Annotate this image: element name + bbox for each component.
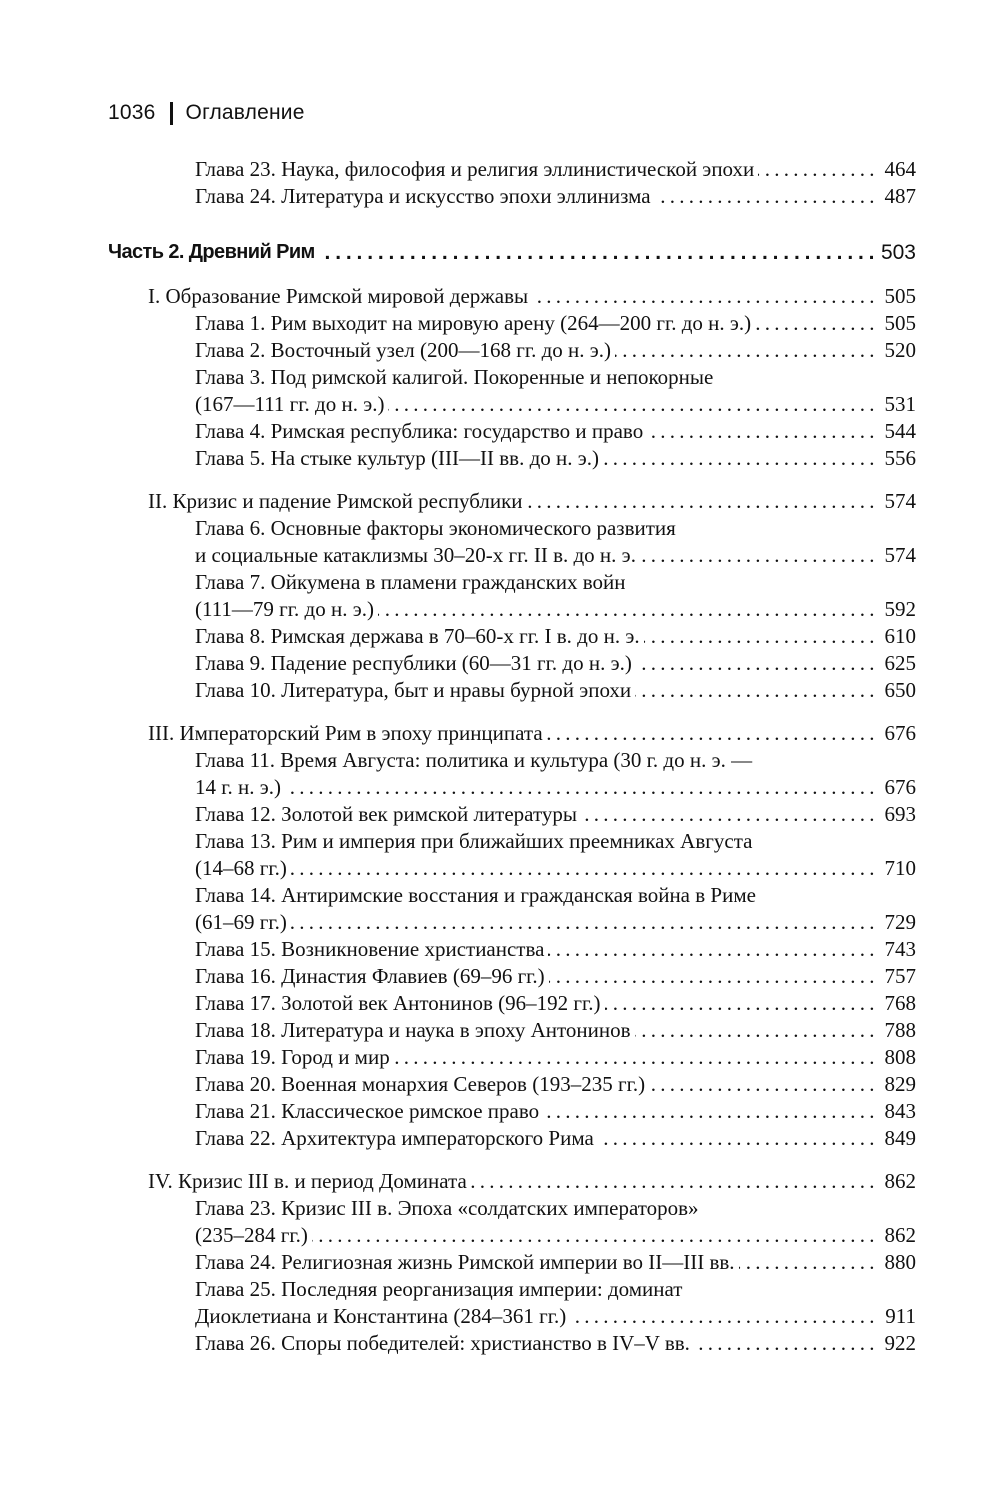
toc-part-text: Часть 2. Древний Рим <box>108 241 315 263</box>
running-head-title: Оглавление <box>185 101 305 124</box>
leader-dots <box>291 855 874 882</box>
leader-dots <box>291 909 874 936</box>
toc-chapter-line: Глава 11. Время Августа: политика и культура (30 г. до н. э. — <box>195 748 753 772</box>
toc-chapter <box>108 596 916 623</box>
leader-dots <box>543 1098 874 1125</box>
leader-dots <box>635 677 874 704</box>
toc-section-page: 676 <box>884 721 916 745</box>
toc-chapter-page: 829 <box>884 1072 916 1096</box>
toc-chapter-text: (235–284 гг.) <box>195 1223 308 1247</box>
toc-chapter <box>108 156 916 183</box>
leader-dots <box>636 650 874 677</box>
toc-chapter-text: Глава 15. Возникновение христианства <box>195 937 545 961</box>
toc-chapter-page: 729 <box>884 910 916 934</box>
toc-chapter-line: Глава 13. Рим и империя при ближайших преемниках Августа <box>195 829 753 853</box>
toc-chapter-page: 880 <box>884 1250 916 1274</box>
toc-chapter-text: Глава 9. Падение республики (60—31 гг. до н. э.) <box>195 651 632 675</box>
toc-chapter-page: 862 <box>884 1223 916 1247</box>
toc-chapter <box>108 936 916 963</box>
toc-chapter-text: Глава 20. Военная монархия Северов (193–235 гг.) <box>195 1072 646 1096</box>
toc-chapter-page: 922 <box>884 1331 916 1355</box>
leader-dots <box>649 1071 874 1098</box>
spacer <box>108 210 916 239</box>
toc-chapter <box>108 1222 916 1249</box>
toc-chapter <box>108 337 916 364</box>
leader-dots <box>532 283 874 310</box>
toc-chapter-text: Глава 24. Религиозная жизнь Римской империи во II—III вв. <box>195 1250 735 1274</box>
toc-section <box>108 488 916 515</box>
toc-chapter-text: 14 г. н. э.) <box>195 775 281 799</box>
toc-chapter-page: 757 <box>884 964 916 988</box>
toc-chapter-text: Глава 4. Римская республика: государство и право <box>195 419 644 443</box>
toc-chapter <box>108 1303 916 1330</box>
toc-section-text: I. Образование Римской мировой державы <box>148 284 529 308</box>
toc-chapter-page: 574 <box>884 543 916 567</box>
toc-chapter-text: Глава 8. Римская держава в 70–60-х гг. I в. до н. э. <box>195 624 640 648</box>
leader-dots <box>755 310 874 337</box>
leader-dots <box>635 1017 874 1044</box>
toc-chapter-page: 843 <box>884 1099 916 1123</box>
leader-dots <box>394 1044 874 1071</box>
toc-chapter <box>108 310 916 337</box>
leader-dots <box>388 391 874 418</box>
toc-chapter <box>108 1125 916 1152</box>
toc-chapter-line: Глава 14. Антиримские восстания и гражданская война в Риме <box>195 883 756 907</box>
leader-dots <box>640 542 874 569</box>
spacer <box>108 1152 916 1168</box>
toc-chapter <box>108 183 916 210</box>
leader-dots <box>647 418 874 445</box>
toc-chapter-text: Глава 18. Литература и наука в эпоху Антонинов <box>195 1018 631 1042</box>
leader-dots <box>471 1168 874 1195</box>
toc-section-text: IV. Кризис III в. и период Домината <box>148 1169 467 1193</box>
toc-chapter <box>108 1071 916 1098</box>
leader-dots <box>644 623 874 650</box>
toc-chapter-text: (167—111 гг. до н. э.) <box>195 392 385 416</box>
leader-dots <box>285 774 874 801</box>
toc-chapter-page: 743 <box>884 937 916 961</box>
toc-chapter-text: Глава 21. Классическое римское право <box>195 1099 540 1123</box>
toc-chapter <box>108 1017 916 1044</box>
toc-chapter <box>108 1044 916 1071</box>
toc-chapter-text: (111—79 гг. до н. э.) <box>195 597 374 621</box>
toc-chapter-text: Глава 19. Город и мир <box>195 1045 390 1069</box>
toc-chapter-page: 710 <box>884 856 916 880</box>
header-separator <box>170 102 173 125</box>
spacer <box>108 266 916 283</box>
toc-chapter-page: 544 <box>884 419 916 443</box>
toc-chapter <box>108 963 916 990</box>
toc-chapter-page: 487 <box>884 184 916 208</box>
spacer <box>108 472 916 488</box>
toc-chapter-page: 693 <box>884 802 916 826</box>
toc-chapter <box>108 445 916 472</box>
toc-chapter-text: Глава 10. Литература, быт и нравы бурной эпохи <box>195 678 632 702</box>
toc-chapter-text: и социальные катаклизмы 30–20-х гг. II в. до н. э. <box>195 543 636 567</box>
toc-chapter-page: 676 <box>884 775 916 799</box>
toc-section <box>108 283 916 310</box>
leader-dots <box>598 1125 874 1152</box>
toc-section-page: 505 <box>884 284 916 308</box>
toc-chapter <box>108 855 916 882</box>
table-of-contents <box>108 156 916 1357</box>
toc-section-text: III. Императорский Рим в эпоху принципата <box>148 721 543 745</box>
toc-part <box>108 239 916 266</box>
toc-section <box>108 1168 916 1195</box>
toc-chapter-page: 650 <box>884 678 916 702</box>
toc-chapter-text: Глава 16. Династия Флавиев (69–96 гг.) <box>195 964 545 988</box>
leader-dots <box>549 963 874 990</box>
toc-chapter-line: Глава 7. Ойкумена в пламени гражданских войн <box>195 570 626 594</box>
toc-chapter-text: Глава 26. Споры победителей: христианство в IV–V вв. <box>195 1331 690 1355</box>
leader-dots <box>319 239 874 266</box>
toc-chapter-line: Глава 25. Последняя реорганизация империи: доминат <box>195 1277 683 1301</box>
toc-chapter-page: 849 <box>884 1126 916 1150</box>
toc-chapter-text: Глава 22. Архитектура императорского Рима <box>195 1126 594 1150</box>
leader-dots <box>581 801 874 828</box>
toc-chapter <box>108 909 916 936</box>
toc-chapter <box>108 623 916 650</box>
toc-chapter-page: 556 <box>884 446 916 470</box>
toc-chapter-text: Глава 12. Золотой век римской литературы <box>195 802 577 826</box>
toc-chapter-page: 520 <box>884 338 916 362</box>
toc-chapter-page: 505 <box>884 311 916 335</box>
toc-chapter <box>108 418 916 445</box>
toc-chapter-page: 788 <box>884 1018 916 1042</box>
toc-chapter-text: Глава 5. На стыке культур (III—II вв. до н. э.) <box>195 446 600 470</box>
toc-chapter <box>108 990 916 1017</box>
leader-dots <box>527 488 874 515</box>
toc-chapter <box>108 650 916 677</box>
toc-chapter <box>108 542 916 569</box>
toc-chapter-text: (61–69 гг.) <box>195 910 287 934</box>
toc-chapter-page: 610 <box>884 624 916 648</box>
toc-part-page: 503 <box>880 241 916 264</box>
toc-section-page: 862 <box>884 1169 916 1193</box>
leader-dots <box>312 1222 874 1249</box>
toc-chapter <box>108 391 916 418</box>
leader-dots <box>694 1330 874 1357</box>
leader-dots <box>615 337 874 364</box>
toc-chapter-page: 768 <box>884 991 916 1015</box>
leader-dots <box>547 720 874 747</box>
toc-chapter <box>108 1249 916 1276</box>
leader-dots <box>758 156 874 183</box>
toc-chapter <box>108 774 916 801</box>
toc-chapter-page: 531 <box>884 392 916 416</box>
toc-chapter-page: 808 <box>884 1045 916 1069</box>
toc-chapter <box>108 1330 916 1357</box>
toc-section-text: II. Кризис и падение Римской республики <box>148 489 523 513</box>
leader-dots <box>605 990 874 1017</box>
toc-section-page: 574 <box>884 489 916 513</box>
toc-chapter-line: Глава 6. Основные факторы экономического развития <box>195 516 676 540</box>
toc-chapter <box>108 677 916 704</box>
leader-dots <box>378 596 874 623</box>
toc-chapter-line: Глава 23. Кризис III в. Эпоха «солдатских императоров» <box>195 1196 699 1220</box>
toc-chapter-page: 911 <box>885 1304 916 1328</box>
toc-chapter <box>108 1098 916 1125</box>
leader-dots <box>739 1249 874 1276</box>
toc-chapter-page: 625 <box>884 651 916 675</box>
toc-chapter-text: Глава 2. Восточный узел (200—168 гг. до н. э.) <box>195 338 612 362</box>
leader-dots <box>655 183 874 210</box>
leader-dots <box>548 936 874 963</box>
toc-chapter-text: (14–68 гг.) <box>195 856 287 880</box>
toc-section <box>108 720 916 747</box>
toc-chapter-text: Глава 1. Рим выходит на мировую арену (264—200 гг. до н. э.) <box>195 311 752 335</box>
toc-chapter-text: Диоклетиана и Константина (284–361 гг.) <box>195 1304 567 1328</box>
toc-chapter-text: Глава 17. Золотой век Антонинов (96–192 гг.) <box>195 991 601 1015</box>
leader-dots <box>570 1303 874 1330</box>
toc-chapter <box>108 801 916 828</box>
toc-chapter-line: Глава 3. Под римской калигой. Покоренные и непокорные <box>195 365 714 389</box>
page-number: 1036 <box>108 101 156 124</box>
spacer <box>108 704 916 720</box>
toc-chapter-text: Глава 24. Литература и искусство эпохи эллинизма <box>195 184 651 208</box>
toc-chapter-page: 592 <box>884 597 916 621</box>
toc-chapter-text: Глава 23. Наука, философия и религия эллинистической эпохи <box>195 157 755 181</box>
toc-chapter-page: 464 <box>884 157 916 181</box>
leader-dots <box>603 445 874 472</box>
running-head <box>108 101 305 125</box>
